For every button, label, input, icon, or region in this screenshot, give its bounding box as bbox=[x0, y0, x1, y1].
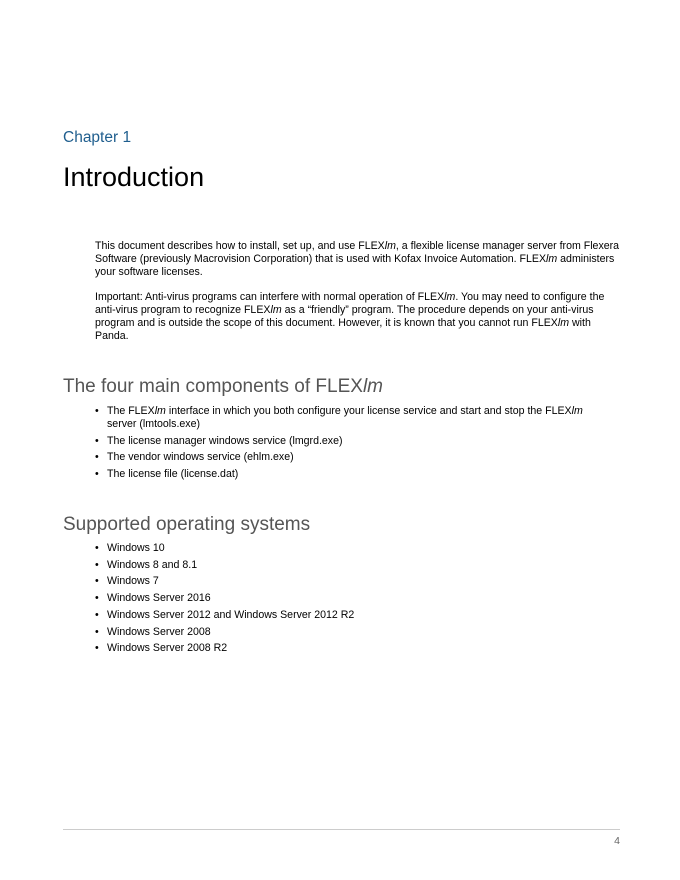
item-text: The FLEX bbox=[107, 405, 155, 417]
product-suffix: lm bbox=[154, 405, 166, 417]
components-list bbox=[95, 405, 615, 485]
list-item: • Windows 8 and 8.1 bbox=[95, 559, 615, 572]
intro-text: , a flexible license manager server from Flexera Software (previously Macrovision Corporation) that is used with Kofax Invoice Automation. FLEX bbox=[95, 240, 620, 265]
intro-text: This document describes how to install, set up, and use FLEX bbox=[95, 240, 385, 252]
os-list bbox=[95, 542, 615, 659]
list-item: • Windows Server 2016 bbox=[95, 592, 615, 605]
intro-paragraph bbox=[95, 240, 620, 279]
list-item: • Windows Server 2008 R2 bbox=[95, 642, 615, 655]
list-item bbox=[95, 405, 615, 431]
product-suffix: lm bbox=[384, 240, 396, 252]
page-number: 4 bbox=[614, 835, 620, 847]
section-heading-os: Supported operating systems bbox=[63, 514, 311, 535]
note-text: . You may need to configure the anti-virus program to recognize FLEX bbox=[95, 291, 605, 316]
note-text: Important: Anti-virus programs can interfere with normal operation of FLEX bbox=[95, 291, 445, 303]
product-suffix: lm bbox=[557, 316, 570, 329]
note-text: with Panda. bbox=[95, 316, 591, 342]
product-suffix: lm bbox=[571, 405, 583, 417]
antivirus-note bbox=[95, 291, 620, 343]
footer-divider bbox=[63, 829, 620, 830]
chapter-label: Chapter 1 bbox=[63, 129, 132, 146]
chapter-title: Introduction bbox=[63, 162, 205, 192]
note-text: as a “friendly” program. The procedure depends on your anti-virus program and is outside the scope of this document. However, it is known that you cannot run FLEX bbox=[95, 303, 594, 329]
list-item: • Windows 7 bbox=[95, 575, 615, 588]
list-item: • Windows Server 2008 bbox=[95, 626, 615, 639]
product-suffix: lm bbox=[362, 376, 383, 397]
product-suffix: lm bbox=[270, 303, 282, 316]
product-suffix: lm bbox=[444, 291, 456, 303]
heading-text: The four main components of FLEX bbox=[63, 376, 363, 397]
item-text: interface in which you both configure your license service and start and stop the FLEX bbox=[165, 405, 572, 417]
list-item: • The license file (license.dat) bbox=[95, 468, 615, 481]
intro-text: administers your software licenses. bbox=[95, 252, 615, 278]
list-item: • Windows Server 2012 and Windows Server 2012 R2 bbox=[95, 609, 615, 622]
list-item: • The license manager windows service (lmgrd.exe) bbox=[95, 435, 615, 448]
item-text: server (lmtools.exe) bbox=[107, 417, 201, 430]
product-suffix: lm bbox=[546, 252, 558, 265]
section-heading-components bbox=[63, 376, 383, 398]
list-item: • The vendor windows service (ehlm.exe) bbox=[95, 451, 615, 464]
list-item: • Windows 10 bbox=[95, 542, 615, 555]
